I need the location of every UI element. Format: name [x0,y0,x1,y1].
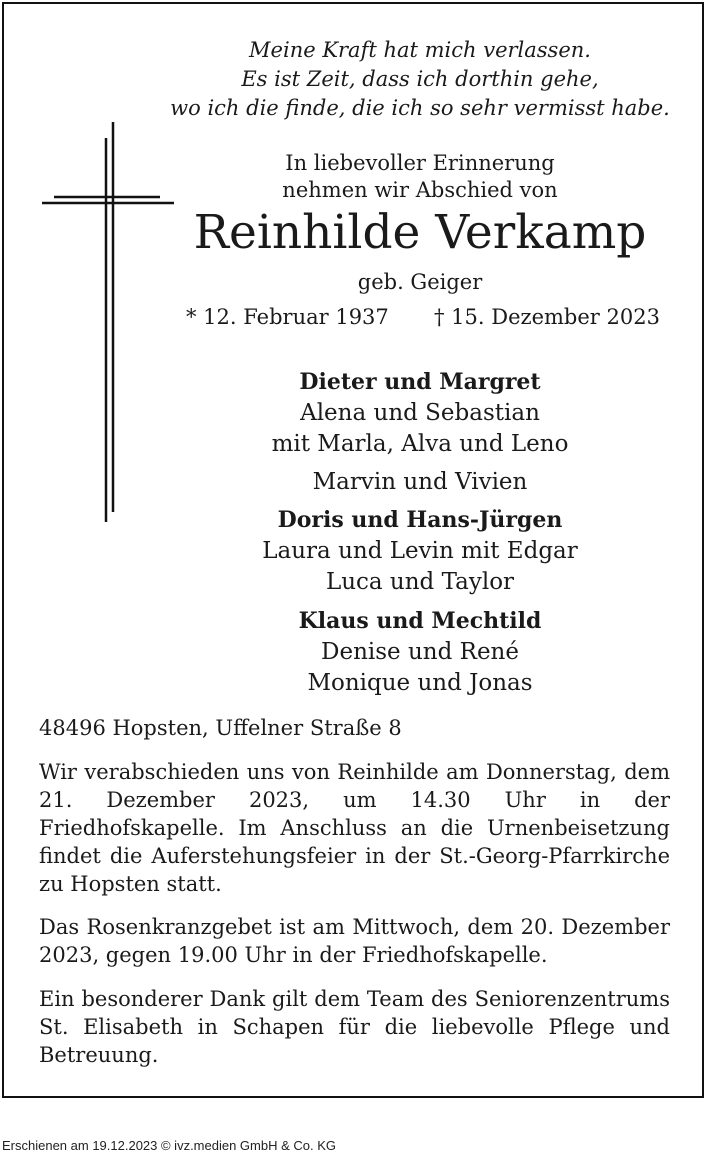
funeral-info-paragraph: Wir verabschieden uns von Reinhilde am Donnerstag, dem 21. Dezember 2023, um 14.30 Uhr in der Friedhofskapelle. Im Anschluss an die Urnenbeisetzung findet die Auferstehungsfeier in der St.-Georg-Pfarrkirche zu Hopsten statt. [39,760,670,896]
address: 48496 Hopsten, Uffelner Straße 8 [39,716,402,740]
family-group-head: Dieter und Margret [299,369,541,395]
family-member-line: Denise und René [321,639,519,665]
family-group [170,367,670,460]
family-member-line: Marvin und Vivien [312,469,528,495]
poem-line: Meine Kraft hat mich verlassen. [249,38,591,62]
rosary-info-paragraph: Das Rosenkranzgebet ist am Mittwoch, dem 20. Dezember 2023, gegen 19.00 Uhr in der Friedhofskapelle. [39,915,670,967]
publication-footer: Erschienen am 19.12.2023 © ivz.medien GmbH & Co. KG [2,1138,337,1153]
maiden-name: geb. Geiger [357,270,483,294]
family-member-line: Laura und Levin mit Edgar [262,538,578,564]
birth-date: * 12. Februar 1937 [186,305,389,329]
family-group [170,505,670,598]
intro-text [170,150,670,204]
poem-line: wo ich die finde, die ich so sehr vermisst habe. [170,96,670,120]
family-member-line: Alena und Sebastian [300,400,540,426]
poem [160,36,680,123]
family-group-head: Doris und Hans-Jürgen [277,507,563,533]
family-member-line: mit Marla, Alva und Leno [271,431,569,457]
death-date: † 15. Dezember 2023 [434,305,660,329]
family-group [170,606,670,699]
family-group-head: Klaus und Mechtild [298,608,542,634]
family-member-line: Luca und Taylor [325,569,515,595]
cross-icon [40,120,180,530]
intro-line: nehmen wir Abschied von [282,178,558,202]
family-group [170,467,670,498]
poem-line: Es ist Zeit, dass ich dorthin gehe, [241,67,599,91]
deceased-name: Reinhilde Verkamp [193,205,647,260]
family-member-line: Monique und Jonas [307,670,533,696]
intro-line: In liebevoller Erinnerung [285,151,555,175]
thanks-paragraph: Ein besonderer Dank gilt dem Team des Seniorenzentrums St. Elisabeth in Schapen für die liebevolle Pflege und Betreuung. [39,987,670,1067]
